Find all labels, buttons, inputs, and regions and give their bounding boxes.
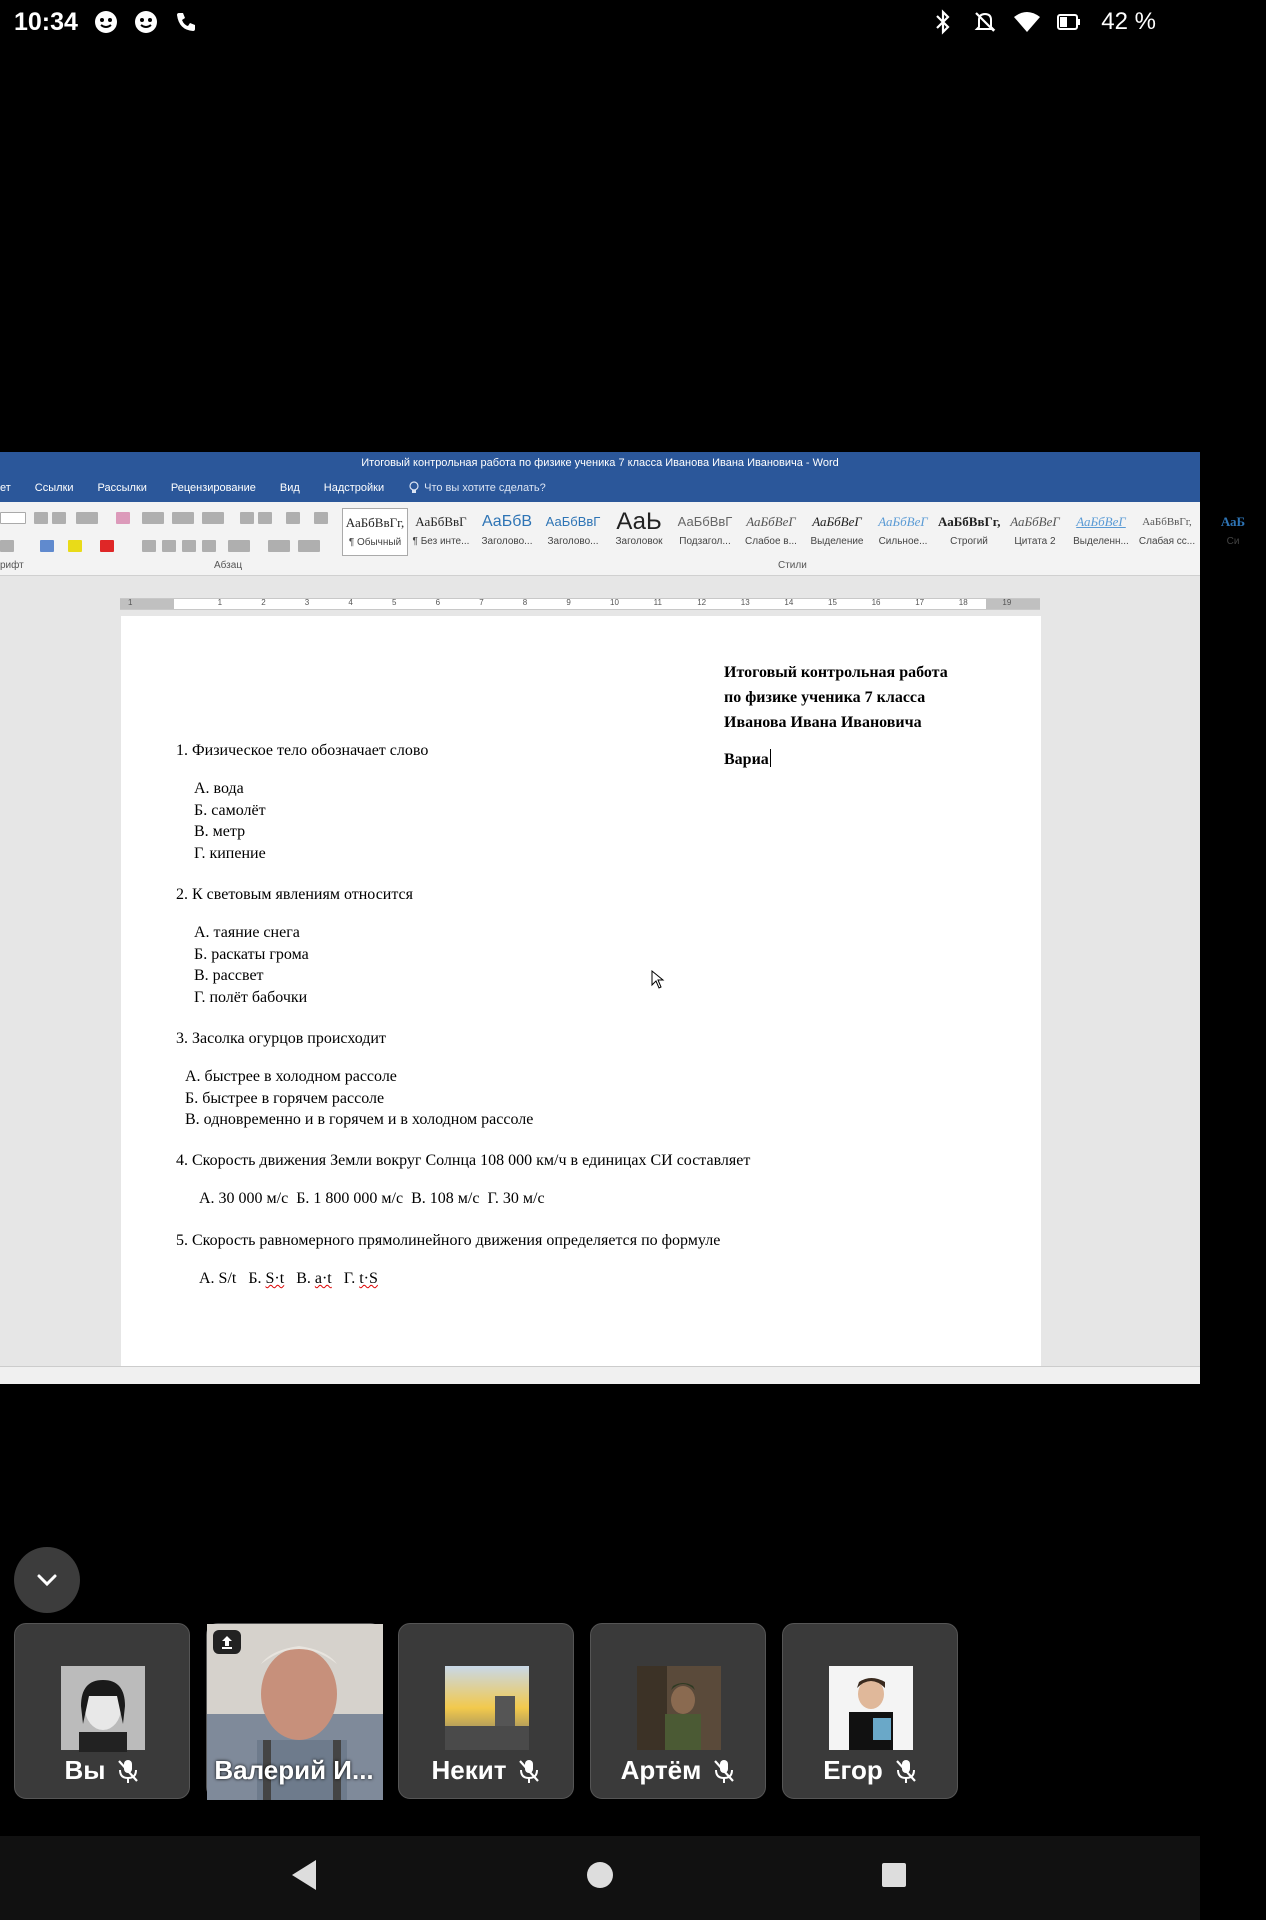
back-triangle-icon [290, 1858, 320, 1892]
question-4: 4. Скорость движения Земли вокруг Солнца 108 000 км/ч в единицах СИ составляет [176, 1152, 751, 1169]
ruler-number: 11 [653, 598, 662, 607]
style-intense-emphasis[interactable]: АаБбВеГ Сильное... [878, 514, 928, 547]
style-heading-1[interactable]: АаБбВ Заголово... [481, 513, 533, 547]
horizontal-ruler[interactable] [120, 598, 1040, 610]
multilevel-list-icon[interactable] [202, 512, 224, 524]
ruler-number: 8 [522, 598, 528, 607]
participant-tile-you[interactable] [14, 1623, 190, 1799]
recents-button[interactable] [880, 1858, 908, 1897]
variant-label: Вариа [724, 751, 769, 768]
whatsapp-icon [132, 8, 160, 36]
ruler-number: 12 [697, 598, 707, 607]
increase-indent-icon[interactable] [258, 512, 272, 524]
ribbon-tabs [0, 474, 1200, 502]
grow-font-icon[interactable] [34, 512, 48, 524]
style-subtle-emphasis[interactable]: АаБбВеГ Слабое в... [745, 514, 797, 547]
borders-icon[interactable] [298, 540, 320, 552]
avatar [829, 1666, 913, 1750]
document-page[interactable] [121, 616, 1041, 1376]
ribbon-tools [0, 512, 330, 562]
align-right-icon[interactable] [182, 540, 196, 552]
question-2-options: А. таяние снега Б. раскаты грома В. рассвет Г. полёт бабочки [194, 924, 309, 1006]
participant-label: Некит [399, 1755, 573, 1786]
tab-file[interactable]: ет [0, 482, 11, 494]
justify-icon[interactable] [202, 540, 216, 552]
mic-off-icon [713, 1758, 735, 1784]
mouse-cursor-icon [651, 970, 665, 990]
style-normal[interactable]: АаБбВвГг, ¶ Обычный [342, 508, 408, 556]
ruler-number: 10 [610, 598, 619, 607]
ruler-number: 3 [304, 598, 310, 607]
question-5: 5. Скорость равномерного прямолинейного движения определяется по формуле [176, 1232, 721, 1249]
style-intense-reference[interactable]: АаБ Си [1220, 514, 1246, 547]
align-center-icon[interactable] [162, 540, 176, 552]
ruler-number: 16 [871, 598, 881, 607]
participant-label: Валерий И... [214, 1755, 374, 1785]
ruler-number: 15 [828, 598, 837, 607]
ruler-number: 7 [479, 598, 484, 607]
mic-off-icon [518, 1758, 540, 1784]
bullets-icon[interactable] [142, 512, 164, 524]
screen-share-icon [213, 1630, 241, 1654]
decrease-indent-icon[interactable] [240, 512, 254, 524]
clock: 10:34 [14, 7, 78, 36]
style-title[interactable]: АаЬ Заголовок [615, 508, 663, 547]
participant-label: Артём [591, 1755, 765, 1786]
avatar [445, 1666, 529, 1750]
participant-label: Егор [783, 1755, 957, 1786]
ruler-number: 1 [128, 598, 133, 607]
avatar [637, 1666, 721, 1750]
subscript-icon[interactable] [0, 540, 14, 552]
question-1: 1. Физическое тело обозначает слово [176, 742, 429, 759]
sort-icon[interactable] [286, 512, 300, 524]
question-3-options: А. быстрее в холодном рассоле Б. быстрее в горячем рассоле В. одновременно и в горячем и в холодном рассоле [185, 1068, 534, 1128]
tell-me-box[interactable] [408, 481, 570, 495]
tab-review[interactable]: Рецензирование [170, 482, 256, 494]
mic-off-icon [895, 1758, 917, 1784]
ruler-number: 19 [1002, 598, 1012, 607]
style-emphasis[interactable]: АаБбВеГ Выделение [810, 514, 864, 547]
wifi-icon [1013, 8, 1041, 36]
whatsapp-icon [92, 8, 120, 36]
ruler-number: 5 [392, 598, 397, 607]
style-strong[interactable]: АаБбВвГг, Строгий [938, 514, 1001, 547]
question-4-options: А. 30 000 м/с Б. 1 800 000 м/с В. 108 м/с Г. 30 м/с [199, 1190, 545, 1207]
tab-references[interactable]: Ссылки [34, 482, 74, 494]
numbering-icon[interactable] [172, 512, 194, 524]
ribbon [0, 502, 1246, 576]
phone-icon [172, 8, 200, 36]
tab-mailings[interactable]: Рассылки [97, 482, 147, 494]
mic-off-icon [117, 1758, 139, 1784]
avatar [61, 1666, 145, 1750]
participant-tile-artyom[interactable] [590, 1623, 766, 1799]
ruler-number: 18 [958, 598, 968, 607]
group-styles-label: Стили [778, 560, 807, 571]
tab-view[interactable]: Вид [279, 482, 300, 494]
highlight-icon[interactable] [68, 540, 82, 552]
ruler-numbers [120, 598, 1040, 610]
ruler-number: 9 [566, 598, 571, 607]
chevron-down-icon [36, 1573, 58, 1587]
home-circle-icon [586, 1858, 614, 1892]
ruler-number: 2 [261, 598, 266, 607]
shared-screen [0, 452, 1246, 1384]
font-size-box[interactable] [0, 512, 26, 524]
ruler-number: 14 [784, 598, 794, 607]
mute-icon [971, 8, 999, 36]
question-5-options: А. S/t Б. S·t В. a·t Г. t·S [199, 1270, 378, 1287]
battery-percent: 42 % [1101, 8, 1156, 35]
question-2: 2. К световым явлениям относится [176, 886, 413, 903]
status-strip [0, 1366, 1200, 1384]
style-no-spacing[interactable]: АаБбВвГ ¶ Без инте... [412, 514, 470, 547]
ruler-number: 4 [348, 598, 353, 607]
document-title: Итоговый контрольная работа по физике ученика 7 класса Иванова Ивана Ивановича [724, 664, 948, 731]
question-3: 3. Засолка огурцов происходит [176, 1030, 386, 1047]
question-1-options: А. вода Б. самолёт В. метр Г. кипение [194, 780, 266, 862]
change-case-icon[interactable] [76, 512, 98, 524]
participant-tile-valeriy[interactable] [206, 1623, 382, 1799]
navigation-bar [0, 1836, 1200, 1920]
status-bar [0, 0, 1200, 44]
participant-tile-egor[interactable] [782, 1623, 958, 1799]
font-color-icon[interactable] [100, 540, 114, 552]
ruler-number: 13 [740, 598, 750, 607]
style-quote-2[interactable]: АаБбВеГ Цитата 2 [1010, 514, 1060, 547]
ruler-number: 6 [435, 598, 441, 607]
tell-me-text: Что вы хотите сделать? [424, 482, 546, 494]
line-spacing-icon[interactable] [228, 540, 250, 552]
group-paragraph-label: Абзац [214, 560, 243, 571]
shading-icon[interactable] [268, 540, 290, 552]
bluetooth-icon [929, 8, 957, 36]
ruler-number: 17 [915, 598, 925, 607]
style-subtitle[interactable]: АаБбВвГ Подзагол... [677, 514, 733, 547]
style-subtle-reference[interactable]: АаБбВвГг, Слабая сс... [1138, 516, 1196, 547]
pilcrow-icon[interactable] [314, 512, 328, 524]
back-button[interactable] [290, 1858, 320, 1897]
clear-format-icon[interactable] [116, 512, 130, 524]
group-font-label: рифт [0, 560, 24, 571]
battery-icon [1055, 8, 1083, 36]
text-effects-icon[interactable] [40, 540, 54, 552]
collapse-button[interactable] [14, 1547, 80, 1613]
ruler-number: 1 [217, 598, 223, 607]
home-button[interactable] [586, 1858, 614, 1897]
lightbulb-icon [408, 481, 420, 495]
style-heading-2[interactable]: АаБбВвГ Заголово... [545, 514, 601, 547]
recents-square-icon [880, 1858, 908, 1892]
participant-tile-nekit[interactable] [398, 1623, 574, 1799]
style-intense-quote[interactable]: АаБбВеГ Выделенн... [1073, 514, 1129, 547]
styles-gallery [342, 508, 1266, 556]
participant-label: Вы [15, 1755, 189, 1786]
tab-addins[interactable]: Надстройки [323, 482, 385, 494]
align-left-icon[interactable] [142, 540, 156, 552]
shrink-font-icon[interactable] [52, 512, 66, 524]
word-title-bar: Итоговый контрольная работа по физике ученика 7 класса Иванова Ивана Ивановича - Word [0, 452, 1200, 474]
